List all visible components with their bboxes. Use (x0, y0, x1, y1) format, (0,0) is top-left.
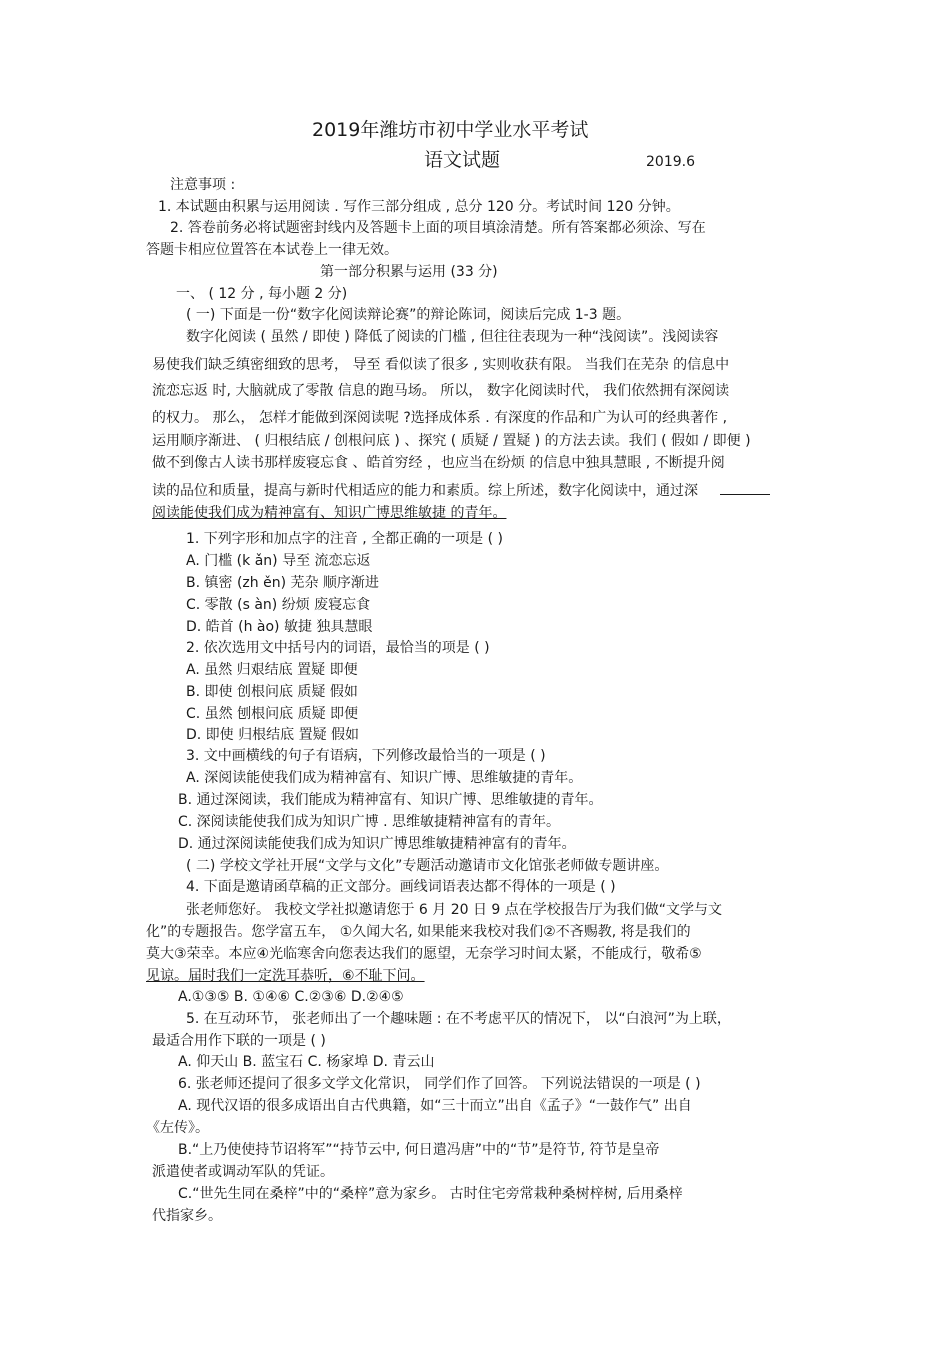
passage-line-7 (152, 480, 770, 501)
q6-stem: 6. 张老师还提问了很多文学文化常识， 同学们作了回答。 下列说法错误的一项是 ( ) (178, 1076, 701, 1092)
exam-title: 2019年潍坊市初中学业水平考试 (312, 119, 589, 141)
exam-subtitle: 语文试题 (424, 149, 501, 171)
q6-option-b-line-1: B.“上乃使使持节诏将军”“持节云中, 何日遣冯唐”中的“节”是符节, 符节是皇帝 (178, 1142, 660, 1158)
q3-option-c: C. 深阅读能使我们成为知识广博 . 思维敏捷精神富有的青年。 (178, 814, 561, 830)
passage-line-6: 做不到像古人读书那样废寝忘食 、皓首穷经 ，也应当在纷烦 的信息中独具慧眼 , 不断提升阅 (152, 455, 725, 471)
exam-date: 2019.6 (646, 154, 695, 170)
passage-line-5: 运用顺序渐进、 ( 归根结底 / 创根问底 ) 、探究 ( 质疑 / 置疑 ) 的方法去读。我们 ( 假如 / 即便 ) (152, 433, 751, 449)
passage-line-1: 数字化阅读 ( 虽然 / 即使 ) 降低了阅读的门槛 , 但往往表现为一种“浅阅读”。浅阅读容 (186, 329, 719, 345)
underline-blank (720, 480, 770, 495)
passage-line-2: 易使我们缺乏缜密细致的思考， 导至 看似读了很多 , 实则收获有限。 当我们在芜杂 的信息中 (152, 357, 730, 373)
subsection1-intro: ( 一) 下面是一份“数字化阅读辩论赛”的辩论陈词，阅读后完成 1-3 题。 (186, 307, 631, 323)
passage-line-4: 的权力。 那么， 怎样才能做到深阅读呢 ?选择成体系 . 有深度的作品和广为认可的经典著作 , (152, 410, 728, 426)
q5-stem-1: 5. 在互动环节， 张老师出了一个趣味题 : 在不考虑平仄的情况下， 以“白浪河”为上联， (186, 1011, 731, 1027)
q5-options: A. 仰天山 B. 蓝宝石 C. 杨家埠 D. 青云山 (178, 1054, 435, 1070)
notice-item-2a: 2. 答卷前务必将试题密封线内及答题卡上面的项目填涂清楚。所有答案都必须涂、写在 (170, 220, 706, 236)
section1-heading: 一、 ( 12 分 , 每小题 2 分) (176, 286, 348, 302)
notice-heading: 注意事项 : (170, 177, 236, 193)
notice-item-2b: 答题卡相应位置答在本试卷上一律无效。 (146, 242, 398, 258)
q6-option-c-line-1: C.“世先生同在桑梓”中的“桑梓”意为家乡。 古时住宅旁常栽种桑树梓树, 后用桑梓 (178, 1186, 683, 1202)
q6-option-a-line-2: 《左传》。 (146, 1120, 209, 1136)
passage-line-7-text: 读的品位和质量，提高与新时代相适应的能力和素质。综上所述，数字化阅读中，通过深 (152, 483, 698, 499)
q6-option-b-line-2: 派遣使者或调动军队的凭证。 (152, 1164, 334, 1180)
q2-option-b: B. 即使 创根问底 质疑 假如 (186, 684, 358, 700)
q3-option-d: D. 通过深阅读能使我们成为知识广博思维敏捷精神富有的青年。 (178, 836, 576, 852)
q4-letter-line-1: 张老师您好。 我校文学社拟邀请您于 6 月 20 日 9 点在学校报告厅为我们做“文学与文 (186, 902, 723, 918)
passage-line-3: 流恋忘返 时, 大脑就成了零散 信息的跑马场。 所以， 数字化阅读时代， 我们依然拥有深阅读 (152, 383, 730, 399)
q3-option-b: B. 通过深阅读，我们能成为精神富有、知识广博、思维敏捷的青年。 (178, 792, 603, 808)
q4-options: A.①③⑤ B. ①④⑥ C.②③⑥ D.②④⑤ (178, 989, 404, 1005)
passage-line-8: 阅读能使我们成为精神富有、知识广博思维敏捷 的青年。 (152, 505, 507, 521)
q6-option-c-line-2: 代指家乡。 (152, 1208, 222, 1224)
q1-option-c: C. 零散 (s àn) 纷烦 废寝忘食 (186, 597, 371, 613)
q1-option-b: B. 镇密 (zh ěn) 芜杂 顺序渐进 (186, 575, 379, 591)
q3-stem: 3. 文中画横线的句子有语病，下列修改最恰当的一项是 ( ) (186, 748, 546, 764)
q2-option-d: D. 即使 归根结底 置疑 假如 (186, 727, 360, 743)
q3-option-a: A. 深阅读能使我们成为精神富有、知识广博、思维敏捷的青年。 (186, 770, 583, 786)
q1-option-a: A. 门槛 (k ǎn) 导至 流恋忘返 (186, 553, 371, 569)
q2-stem: 2. 依次选用文中括号内的词语，最恰当的项是 ( ) (186, 640, 490, 656)
q4-letter-line-4: 见谅。届时我们一定洗耳恭听，⑥不耻下问。 (146, 968, 425, 984)
notice-item-1: 1. 本试题由积累与运用阅读 . 写作三部分组成 , 总分 120 分。考试时间 120 分钟。 (158, 199, 680, 215)
q4-letter-line-2: 化”的专题报告。您学富五车， ①久闻大名, 如果能来我校对我们②不吝赐教, 将是我们的 (146, 924, 691, 940)
q2-option-c: C. 虽然 刨根问底 质疑 即便 (186, 706, 359, 722)
subsection2-intro: ( 二) 学校文学社开展“文学与文化”专题活动邀请市文化馆张老师做专题讲座。 (186, 858, 669, 874)
q2-option-a: A. 虽然 归艰结底 置疑 即便 (186, 662, 358, 678)
q6-option-a-line-1: A. 现代汉语的很多成语出自古代典籍，如“三十而立”出自《孟子》“一鼓作气” 出自 (178, 1098, 692, 1114)
q4-letter-line-3: 莫大③荣幸。本应④光临寒舍向您表达我们的愿望，无奈学习时间太紧，不能成行，敬希⑤ (146, 946, 702, 962)
q5-stem-2: 最适合用作下联的一项是 ( ) (152, 1033, 326, 1049)
q1-option-d: D. 皓首 (h ào) 敏捷 独具慧眼 (186, 619, 373, 635)
part1-heading: 第一部分积累与运用 (33 分) (320, 264, 498, 280)
q4-stem: 4. 下面是邀请函草稿的正文部分。画线词语表达都不得体的一项是 ( ) (186, 879, 616, 895)
q1-stem: 1. 下列字形和加点字的注音 , 全都正确的一项是 ( ) (186, 531, 503, 547)
